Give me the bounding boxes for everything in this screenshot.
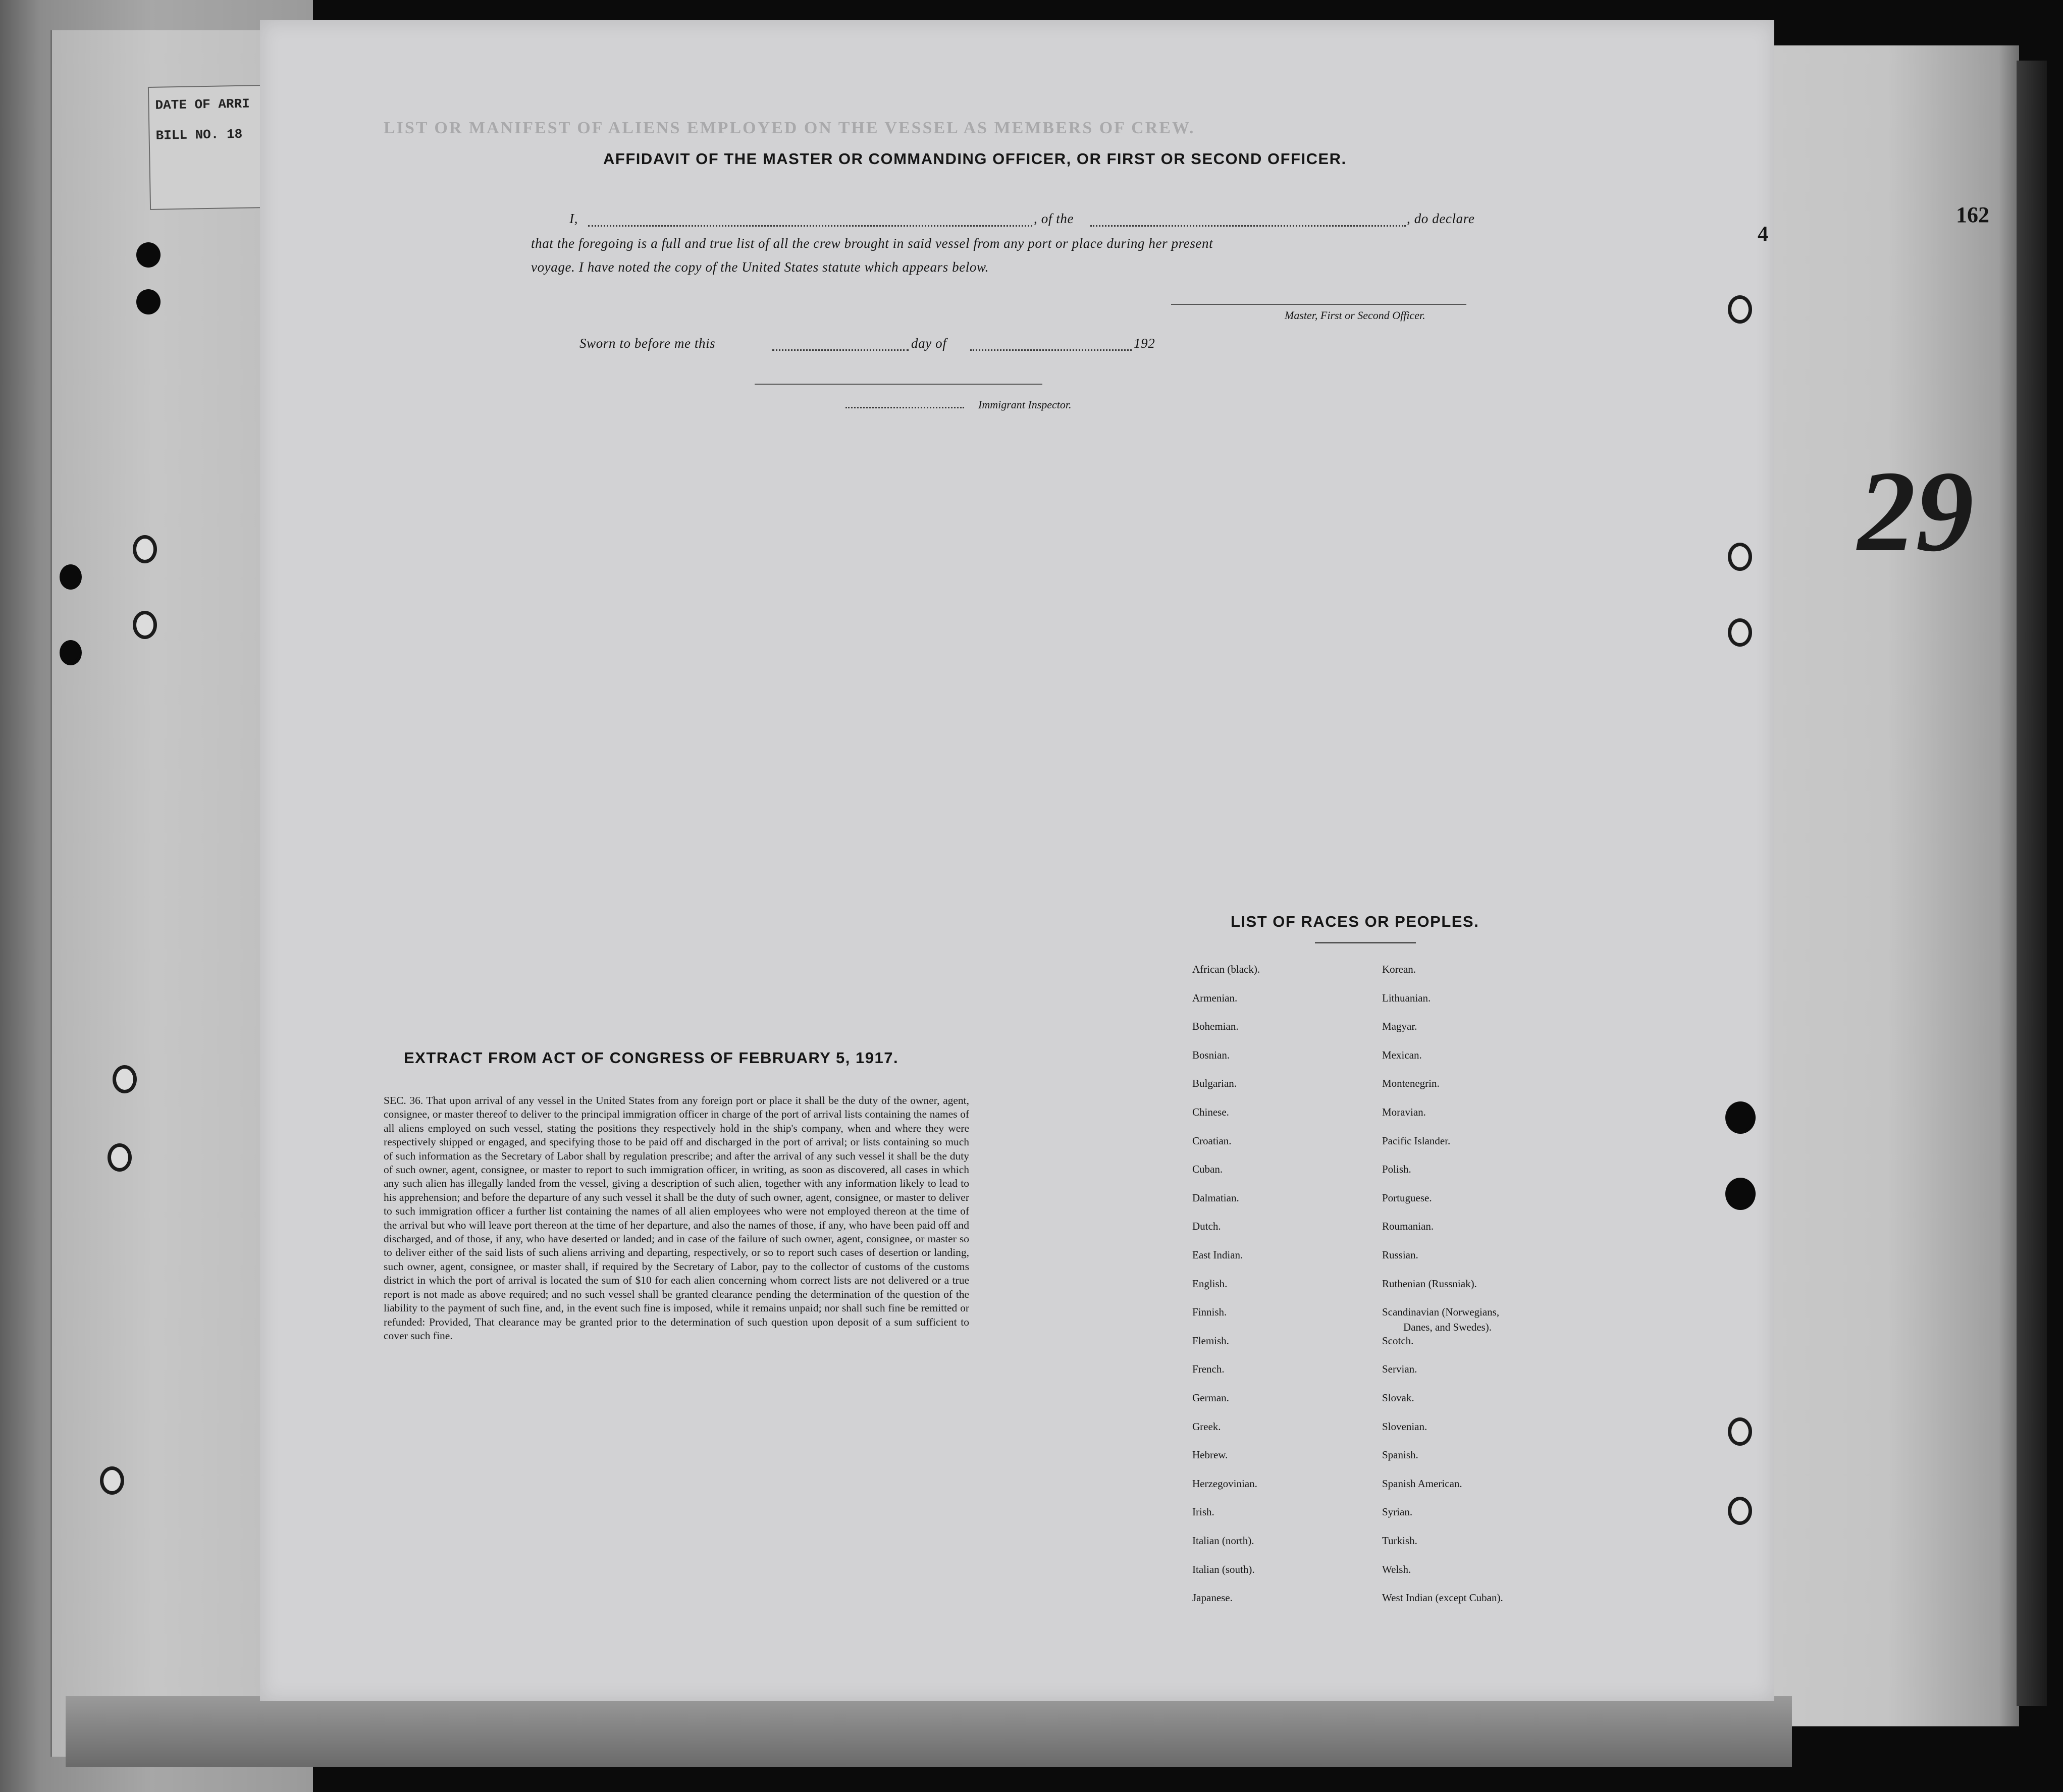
sworn-year-label: 192 (1134, 336, 1155, 351)
punch-hole (113, 1065, 137, 1093)
affidavit-title: AFFIDAVIT OF THE MASTER OR COMMANDING OFFICER, OR FIRST OR SECOND OFFICER. (603, 150, 1347, 168)
race-item: Chinese. (1192, 1106, 1229, 1118)
punch-hole (1728, 1497, 1752, 1525)
page-number: 162 (1956, 202, 1989, 227)
race-item: Spanish. (1382, 1449, 1418, 1461)
sworn-day-of-label: day of (911, 336, 947, 351)
race-item: Flemish. (1192, 1334, 1229, 1347)
master-signature-label: Master, First or Second Officer. (1285, 309, 1425, 322)
race-item: Italian (south). (1192, 1563, 1255, 1575)
sworn-day-blank[interactable] (772, 349, 909, 351)
punch-hole (133, 535, 157, 563)
edge-digit: 4 (1758, 223, 1768, 246)
race-item: Moravian. (1382, 1106, 1426, 1118)
right-page-stack (1736, 45, 2019, 1726)
punch-hole (60, 564, 82, 590)
race-item: Herzegovinian. (1192, 1477, 1257, 1490)
race-item: Italian (north). (1192, 1535, 1254, 1547)
race-item: African (black). (1192, 963, 1260, 975)
race-item: Russian. (1382, 1249, 1418, 1261)
sworn-month-blank[interactable] (970, 349, 1132, 351)
affidavit-i-label: I, (569, 211, 578, 226)
affidavit-line-2: that the foregoing is a full and true list of all the crew brought in said vessel from any port or place during her present (531, 236, 1213, 251)
affidavit-declare-label: , do declare (1407, 211, 1475, 226)
extract-title: EXTRACT FROM ACT OF CONGRESS OF FEBRUARY 5, 1917. (404, 1049, 899, 1067)
punch-hole (1728, 618, 1752, 647)
race-item: French. (1192, 1363, 1225, 1376)
race-item: Dutch. (1192, 1220, 1221, 1233)
race-item-continuation: Danes, and Swedes). (1403, 1321, 1492, 1333)
race-item: German. (1192, 1392, 1229, 1404)
right-binding-edge (2017, 61, 2047, 1706)
punch-hole (100, 1466, 124, 1495)
races-title: LIST OF RACES OR PEOPLES. (1231, 913, 1479, 930)
race-item: Syrian. (1382, 1506, 1413, 1518)
races-title-underline (1315, 942, 1416, 943)
race-item: Croatian. (1192, 1134, 1232, 1147)
inspector-blank[interactable] (845, 407, 964, 408)
punch-hole (136, 242, 161, 268)
race-item: Bohemian. (1192, 1020, 1239, 1033)
extract-section-36-text: SEC. 36. That upon arrival of any vessel in the United States from any foreign port or place it shall be the duty of the owner, agent, consignee, or master thereof to deliver to the principal immigration officer in charge of the port of arrival lists containing the names of all aliens employed on such vessel, stating the positions they respectively hold in the ship's company, when and where they were respectively shipped or engaged, and specifying those to be paid off and discharged in the port of arrival; or lists containing so much of such information as the Secretary of Labor shall by regulation prescribe; and after the arrival of any such vessel it shall be the duty of such owner, agent, consignee, or master to report to such immigration officer, in writing, as soon as discovered, all cases in which any such alien has illegally landed from the vessel, giving a description of such alien, together with any information likely to lead to his apprehension; and before the departure of any such vessel it shall be the duty of such owner, agent, consignee, or master to deliver to such immigration officer a further list containing the names of all alien employees who were not employed thereon at the time of the arrival but who will leave port thereon at the time of her departure, and also the names of those, if any, who have been paid off and discharged, and of those, if any, who have deserted or landed; and in case of the failure of such owner, agent, consignee, or master so to deliver either of the said lists of such aliens arriving and departing, respectively, or so to report such cases of desertion or landing, such owner, agent, consignee, or master shall, if required by the Secretary of Labor, pay to the collector of customs of the customs district in which the port of arrival is located the sum of $10 for each alien concerning whom correct lists are not delivered or a true report is not made as above required; and no such vessel shall be granted clearance pending the determination of the question of the liability to the payment of such fine, and, in the event such fine is imposed, while it remains unpaid; nor shall such fine be remitted or refunded: Provided, That clearance may be granted prior to the determination of such question upon deposit of a sum sufficient to cover such fine. (384, 1094, 969, 1342)
race-item: Servian. (1382, 1363, 1417, 1376)
punch-hole (136, 289, 161, 314)
race-item: Cuban. (1192, 1163, 1223, 1176)
punch-hole (60, 640, 82, 665)
punch-hole (1728, 543, 1752, 571)
race-item: Magyar. (1382, 1020, 1417, 1033)
race-item: Bosnian. (1192, 1048, 1230, 1061)
race-item: English. (1192, 1277, 1228, 1290)
punch-hole (1725, 1101, 1756, 1134)
race-item: East Indian. (1192, 1249, 1243, 1261)
race-item: Welsh. (1382, 1563, 1411, 1575)
race-item: Dalmatian. (1192, 1191, 1239, 1204)
race-item: Roumanian. (1382, 1220, 1434, 1233)
main-page (260, 20, 1774, 1701)
race-item: Slovenian. (1382, 1420, 1427, 1433)
race-item: Spanish American. (1382, 1477, 1462, 1490)
affidavit-line-3: voyage. I have noted the copy of the United States statute which appears below. (531, 259, 989, 275)
affidavit-of-the-label: , of the (1034, 211, 1074, 226)
sworn-label: Sworn to before me this (579, 336, 716, 351)
race-item: Turkish. (1382, 1535, 1417, 1547)
bottom-page-stack (66, 1696, 1792, 1767)
race-item: Finnish. (1192, 1306, 1227, 1319)
race-item: Montenegrin. (1382, 1077, 1440, 1090)
handwritten-number: 29 (1858, 447, 1974, 575)
race-item: Portuguese. (1382, 1191, 1432, 1204)
punch-hole (133, 611, 157, 639)
race-item: Japanese. (1192, 1592, 1233, 1604)
punch-hole (108, 1143, 132, 1172)
master-signature-line[interactable] (1171, 304, 1466, 305)
race-item: Ruthenian (Russniak). (1382, 1277, 1477, 1290)
race-item: Scandinavian (Norwegians, (1382, 1306, 1500, 1319)
punch-hole (1728, 295, 1752, 324)
race-item: Polish. (1382, 1163, 1411, 1176)
race-item: West Indian (except Cuban). (1382, 1592, 1503, 1604)
race-item: Pacific Islander. (1382, 1134, 1451, 1147)
inspector-label: Immigrant Inspector. (978, 398, 1072, 411)
race-item: Scotch. (1382, 1334, 1414, 1347)
race-item: Mexican. (1382, 1048, 1422, 1061)
faded-bleed-through-heading: LIST OR MANIFEST OF ALIENS EMPLOYED ON THE VESSEL AS MEMBERS OF CREW. (384, 119, 1195, 137)
card-date-label: DATE OF ARRI (155, 96, 250, 113)
punch-hole (1725, 1178, 1756, 1210)
race-item: Korean. (1382, 963, 1416, 975)
race-item: Irish. (1192, 1506, 1214, 1518)
race-item: Slovak. (1382, 1392, 1414, 1404)
vessel-name-blank[interactable] (1090, 225, 1406, 227)
master-name-blank[interactable] (588, 225, 1032, 227)
race-item: Hebrew. (1192, 1449, 1228, 1461)
race-item: Lithuanian. (1382, 991, 1431, 1004)
punch-hole (1728, 1417, 1752, 1446)
race-item: Bulgarian. (1192, 1077, 1237, 1090)
race-item: Greek. (1192, 1420, 1221, 1433)
arrival-date-card (148, 85, 268, 210)
card-bill-label: BILL NO. 18 (155, 126, 243, 143)
race-item: Armenian. (1192, 991, 1238, 1004)
inspector-signature-line[interactable] (755, 384, 1042, 385)
